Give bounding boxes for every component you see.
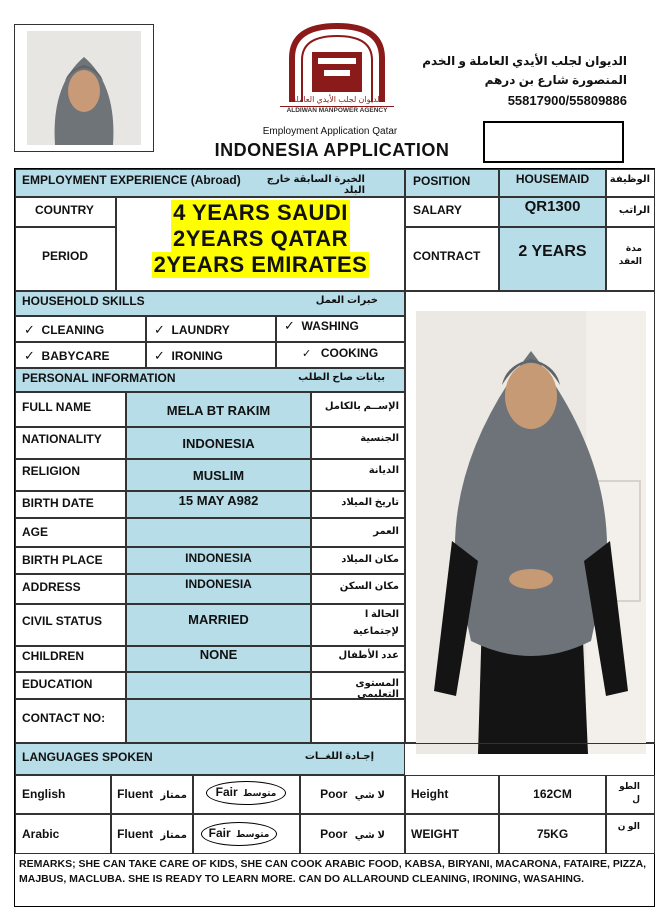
skill-cooking[interactable] bbox=[302, 345, 378, 360]
skill-ironing[interactable] bbox=[154, 348, 223, 364]
fluent-label: Fluent bbox=[117, 827, 154, 841]
contact-label: CONTACT NO: bbox=[22, 711, 106, 725]
contract-ar-1: مدة bbox=[625, 243, 642, 253]
fluent-label: Fluent bbox=[117, 787, 154, 801]
address-label: ADDRESS bbox=[22, 580, 81, 594]
experience-line-2: 2YEARS QATAR bbox=[172, 226, 349, 251]
full-name-value: MELA BT RAKIM bbox=[166, 403, 271, 418]
weight-value: 75KG bbox=[536, 827, 569, 841]
birth-place-ar: مكان الميلاد bbox=[341, 554, 399, 565]
skill-label: IRONING bbox=[171, 349, 223, 363]
skill-label: CLEANING bbox=[41, 323, 105, 337]
height-label: Height bbox=[411, 787, 449, 801]
birth-date-ar: تاريخ الميلاد bbox=[341, 497, 399, 508]
children-label: CHILDREN bbox=[22, 649, 84, 663]
english-poor[interactable] bbox=[300, 787, 405, 801]
language-english: English bbox=[22, 787, 66, 801]
salary-label: SALARY bbox=[413, 203, 462, 217]
full-name-ar: الإســم بالكامل bbox=[324, 401, 399, 412]
fair-label: Fair bbox=[208, 826, 231, 840]
skills-label: HOUSEHOLD SKILLS bbox=[22, 294, 145, 308]
remarks: REMARKS; SHE CAN TAKE CARE OF KIDS, SHE CAN COOK ARABIC FOOD, KABSA, BIRYANI, MACARONA, FATAIRE, PIZZA, MAJBUS, MACLUBA. SHE IS READY TO LEARN MORE. CAN DO ALLAROUND CLEANING, IRONING, WASAHING. bbox=[19, 858, 647, 885]
row-ar-cell bbox=[311, 699, 405, 743]
contract-ar-2: العقد bbox=[618, 256, 642, 266]
contract-label: CONTRACT bbox=[413, 249, 481, 263]
position-label: POSITION bbox=[413, 174, 471, 188]
experience-label-ar: الخبرة السابقة خارج البلد bbox=[266, 174, 365, 196]
fair-label: Fair bbox=[215, 785, 238, 799]
skill-babycare[interactable] bbox=[24, 348, 110, 364]
personal-label: PERSONAL INFORMATION bbox=[22, 371, 176, 385]
agency-phones: 55817900/55809886 bbox=[507, 93, 627, 108]
languages-header-right bbox=[405, 743, 655, 775]
experience-label: EMPLOYMENT EXPERIENCE (Abroad) bbox=[22, 173, 241, 187]
skill-label: WASHING bbox=[301, 319, 359, 333]
experience-lines bbox=[116, 200, 405, 278]
poor-label-ar: لا شي bbox=[354, 790, 385, 801]
fair-label-ar: متوسط bbox=[235, 829, 270, 839]
civil-status-ar: الحالة ا لإجتماعية bbox=[352, 609, 399, 637]
birth-date-value: 15 MAY A982 bbox=[178, 493, 259, 508]
english-fluent[interactable] bbox=[111, 787, 193, 801]
religion-label: RELIGION bbox=[22, 464, 81, 478]
period-label: PERIOD bbox=[42, 249, 89, 263]
fair-label-ar: متوسط bbox=[242, 788, 277, 798]
address-ar: مكان السكن bbox=[339, 581, 399, 592]
nationality-ar: الجنسية bbox=[360, 433, 399, 444]
skill-label: BABYCARE bbox=[41, 349, 110, 363]
check-icon: ✓ bbox=[284, 318, 295, 333]
agency-address-ar: المنصورة شارع بن درهم bbox=[484, 73, 627, 87]
languages-label: LANGUAGES SPOKEN bbox=[22, 750, 153, 764]
birth-place-label: BIRTH PLACE bbox=[22, 553, 103, 567]
row-value-cell bbox=[126, 672, 311, 699]
logo-caption-en: ALDIWAN MANPOWER AGENCY bbox=[280, 106, 394, 114]
civil-status-value: MARRIED bbox=[188, 612, 249, 627]
weight-ar: الو ن bbox=[617, 821, 640, 831]
height-value: 162CM bbox=[533, 787, 572, 801]
skill-washing[interactable] bbox=[284, 318, 359, 334]
religion-value: MUSLIM bbox=[192, 468, 245, 483]
full-name-label: FULL NAME bbox=[22, 400, 92, 414]
weight-label: WEIGHT bbox=[411, 827, 459, 841]
position-ar: الوظيفة bbox=[609, 174, 650, 185]
check-icon: ✓ bbox=[24, 348, 35, 363]
birth-date-label: BIRTH DATE bbox=[22, 496, 94, 510]
language-arabic: Arabic bbox=[22, 827, 60, 841]
education-ar: المستوى التعليمي bbox=[355, 678, 399, 700]
contract-value: 2 YEARS bbox=[518, 243, 587, 260]
arabic-fair-selected[interactable] bbox=[201, 822, 277, 846]
skill-cleaning[interactable] bbox=[24, 322, 104, 338]
position-value: HOUSEMAID bbox=[515, 172, 590, 186]
birth-place-value: INDONESIA bbox=[185, 551, 252, 565]
languages-label-ar: إجـادة اللغــات bbox=[304, 751, 374, 762]
nationality-label: NATIONALITY bbox=[22, 432, 102, 446]
personal-label-ar: بيانات صاح الطلب bbox=[298, 372, 385, 383]
skill-label: COOKING bbox=[320, 346, 379, 360]
fluent-label-ar: ممتاز bbox=[160, 790, 187, 801]
agency-name-ar: الديوان لجلب الأيدي العاملة و الخدم bbox=[422, 54, 627, 68]
experience-line-1: 4 YEARS SAUDI bbox=[173, 200, 348, 225]
fluent-label-ar: ممتاز bbox=[160, 830, 187, 841]
nationality-value: INDONESIA bbox=[182, 436, 255, 451]
poor-label-ar: لا شي bbox=[354, 830, 385, 841]
education-label: EDUCATION bbox=[22, 677, 93, 691]
check-icon: ✓ bbox=[154, 348, 165, 363]
age-ar: العمر bbox=[373, 526, 399, 537]
poor-label: Poor bbox=[320, 787, 348, 801]
height-ar: الطو ل bbox=[619, 781, 640, 804]
full-body-photo bbox=[416, 311, 646, 754]
experience-line-3: 2YEARS EMIRATES bbox=[153, 252, 368, 277]
arabic-fluent[interactable] bbox=[111, 827, 193, 841]
poor-label: Poor bbox=[320, 827, 348, 841]
reference-number-box[interactable] bbox=[483, 121, 624, 163]
logo-caption-ar: الديوان لجلب الأيدي العاملة bbox=[292, 95, 382, 104]
english-fair-selected[interactable] bbox=[206, 781, 286, 805]
check-icon: ✓ bbox=[24, 322, 35, 337]
religion-ar: الديانة bbox=[368, 465, 399, 476]
check-icon: ✓ bbox=[154, 322, 165, 337]
civil-status-label: CIVIL STATUS bbox=[22, 614, 103, 628]
age-label: AGE bbox=[22, 525, 49, 539]
children-ar: عدد الأطفال bbox=[338, 650, 399, 661]
skill-laundry[interactable] bbox=[154, 322, 230, 338]
portrait-photo-small bbox=[14, 24, 154, 152]
arabic-poor[interactable] bbox=[300, 827, 405, 841]
salary-value: QR1300 bbox=[524, 198, 581, 215]
salary-ar: الراتب bbox=[618, 205, 650, 216]
row-value-cell bbox=[126, 518, 311, 547]
form-subtitle: Employment Application Qatar bbox=[262, 126, 398, 137]
address-value: INDONESIA bbox=[185, 577, 252, 591]
skills-label-ar: خبرات العمل bbox=[315, 295, 378, 306]
row-value-cell bbox=[126, 699, 311, 743]
children-value: NONE bbox=[199, 647, 238, 662]
country-label: COUNTRY bbox=[35, 203, 94, 217]
form-title: INDONESIA APPLICATION bbox=[214, 140, 450, 160]
skill-label: LAUNDRY bbox=[171, 323, 230, 337]
check-icon: ✓ bbox=[302, 348, 312, 360]
